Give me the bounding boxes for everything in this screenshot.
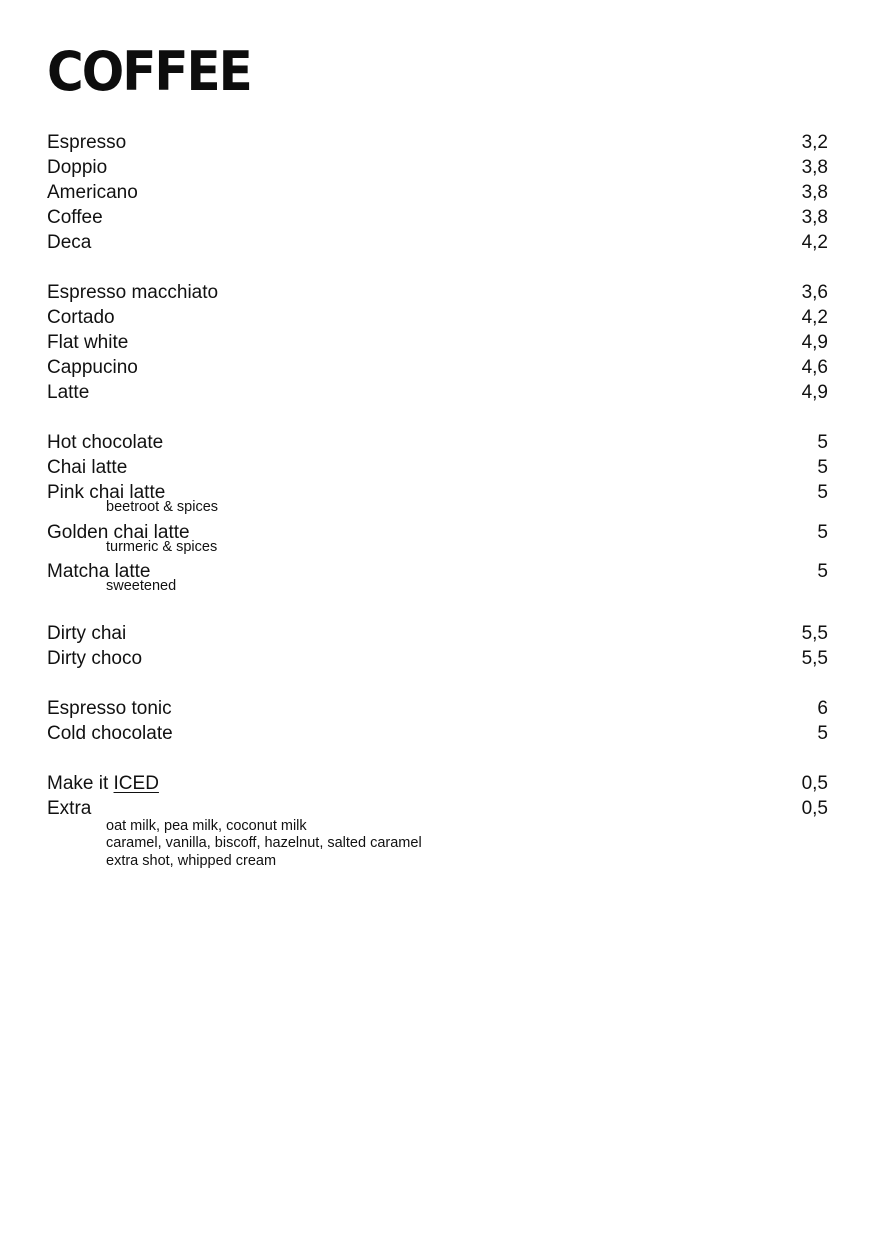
item-price: 6: [817, 697, 828, 719]
item-price: 5,5: [801, 647, 828, 669]
item-name: Americano: [47, 182, 138, 203]
item-price: 5: [817, 521, 828, 543]
item-price: 4,2: [801, 307, 828, 328]
menu-group-lattes: [47, 430, 828, 596]
extra-note-other: extra shot, whipped cream: [106, 852, 277, 869]
item-name: Cold chocolate: [47, 722, 173, 744]
menu-item: [47, 696, 828, 721]
item-name: Chai latte: [47, 457, 128, 478]
item-price: 5,5: [801, 622, 828, 644]
item-price: 4,9: [801, 382, 828, 403]
item-price: 5: [817, 432, 828, 453]
item-price: 4,6: [801, 357, 828, 378]
item-name: Matcha latte: [47, 561, 151, 582]
menu-item: [47, 455, 828, 480]
item-name: Doppio: [47, 157, 108, 178]
item-name: Dirty choco: [47, 647, 143, 669]
extra-notes: [47, 818, 828, 871]
item-price: 3,8: [801, 207, 828, 228]
menu-group-dirty: [47, 621, 828, 671]
item-name: Golden chai latte: [47, 521, 190, 543]
menu-group-espresso: [47, 130, 828, 255]
item-name: Flat white: [47, 332, 129, 353]
menu-item: [47, 305, 828, 330]
item-name: Espresso tonic: [47, 697, 172, 719]
item-name: Hot chocolate: [47, 432, 164, 453]
item-name: Cortado: [47, 307, 115, 328]
item-price: 5: [817, 722, 828, 744]
menu-group-extras: [47, 771, 828, 871]
item-note: beetroot & spices: [106, 499, 219, 515]
menu-item: [47, 280, 828, 305]
menu-item: [47, 380, 828, 405]
extra-note-milk: oat milk, pea milk, coconut milk: [106, 817, 307, 834]
menu-item: [47, 355, 828, 380]
item-price: 0,5: [801, 772, 828, 794]
item-price: 5: [817, 561, 828, 582]
item-price: 4,9: [801, 332, 828, 353]
menu-group-cold: [47, 696, 828, 746]
menu-item: [47, 180, 828, 205]
menu-item: [47, 330, 828, 355]
item-name: Dirty chai: [47, 622, 127, 644]
item-price: 4,2: [801, 232, 828, 253]
menu-item: [47, 230, 828, 255]
iced-prefix: Make it: [47, 772, 114, 794]
menu-group-milk-coffee: [47, 280, 828, 405]
iced-highlight: ICED: [113, 772, 159, 794]
menu-item: [47, 430, 828, 455]
item-price: 5: [817, 457, 828, 478]
item-name: Extra: [47, 797, 92, 819]
menu-item: [47, 205, 828, 230]
menu-item: [47, 621, 828, 646]
item-name: Espresso: [47, 132, 127, 153]
item-price: 5: [817, 482, 828, 503]
menu-item: [47, 721, 828, 746]
item-note: sweetened: [106, 578, 177, 594]
menu-item: [47, 646, 828, 671]
item-name: Coffee: [47, 207, 103, 228]
item-price: 3,6: [801, 282, 828, 303]
item-name: Cappucino: [47, 357, 138, 378]
item-name: [47, 771, 159, 796]
menu-item-iced: [47, 771, 828, 796]
item-name: Pink chai latte: [47, 482, 166, 503]
menu-page: [47, 38, 828, 895]
menu-item: [47, 155, 828, 180]
menu-item: [47, 130, 828, 155]
item-name: Espresso macchiato: [47, 282, 219, 303]
item-price: 3,8: [801, 182, 828, 203]
item-price: 0,5: [801, 797, 828, 819]
item-price: 3,8: [801, 157, 828, 178]
extra-note-syrups: caramel, vanilla, biscoff, hazelnut, salted caramel: [106, 835, 422, 851]
item-name: Latte: [47, 382, 90, 403]
item-name: Deca: [47, 232, 92, 253]
item-price: 3,2: [801, 132, 828, 153]
page-title: COFFEE: [47, 40, 251, 103]
item-note: turmeric & spices: [106, 538, 218, 555]
